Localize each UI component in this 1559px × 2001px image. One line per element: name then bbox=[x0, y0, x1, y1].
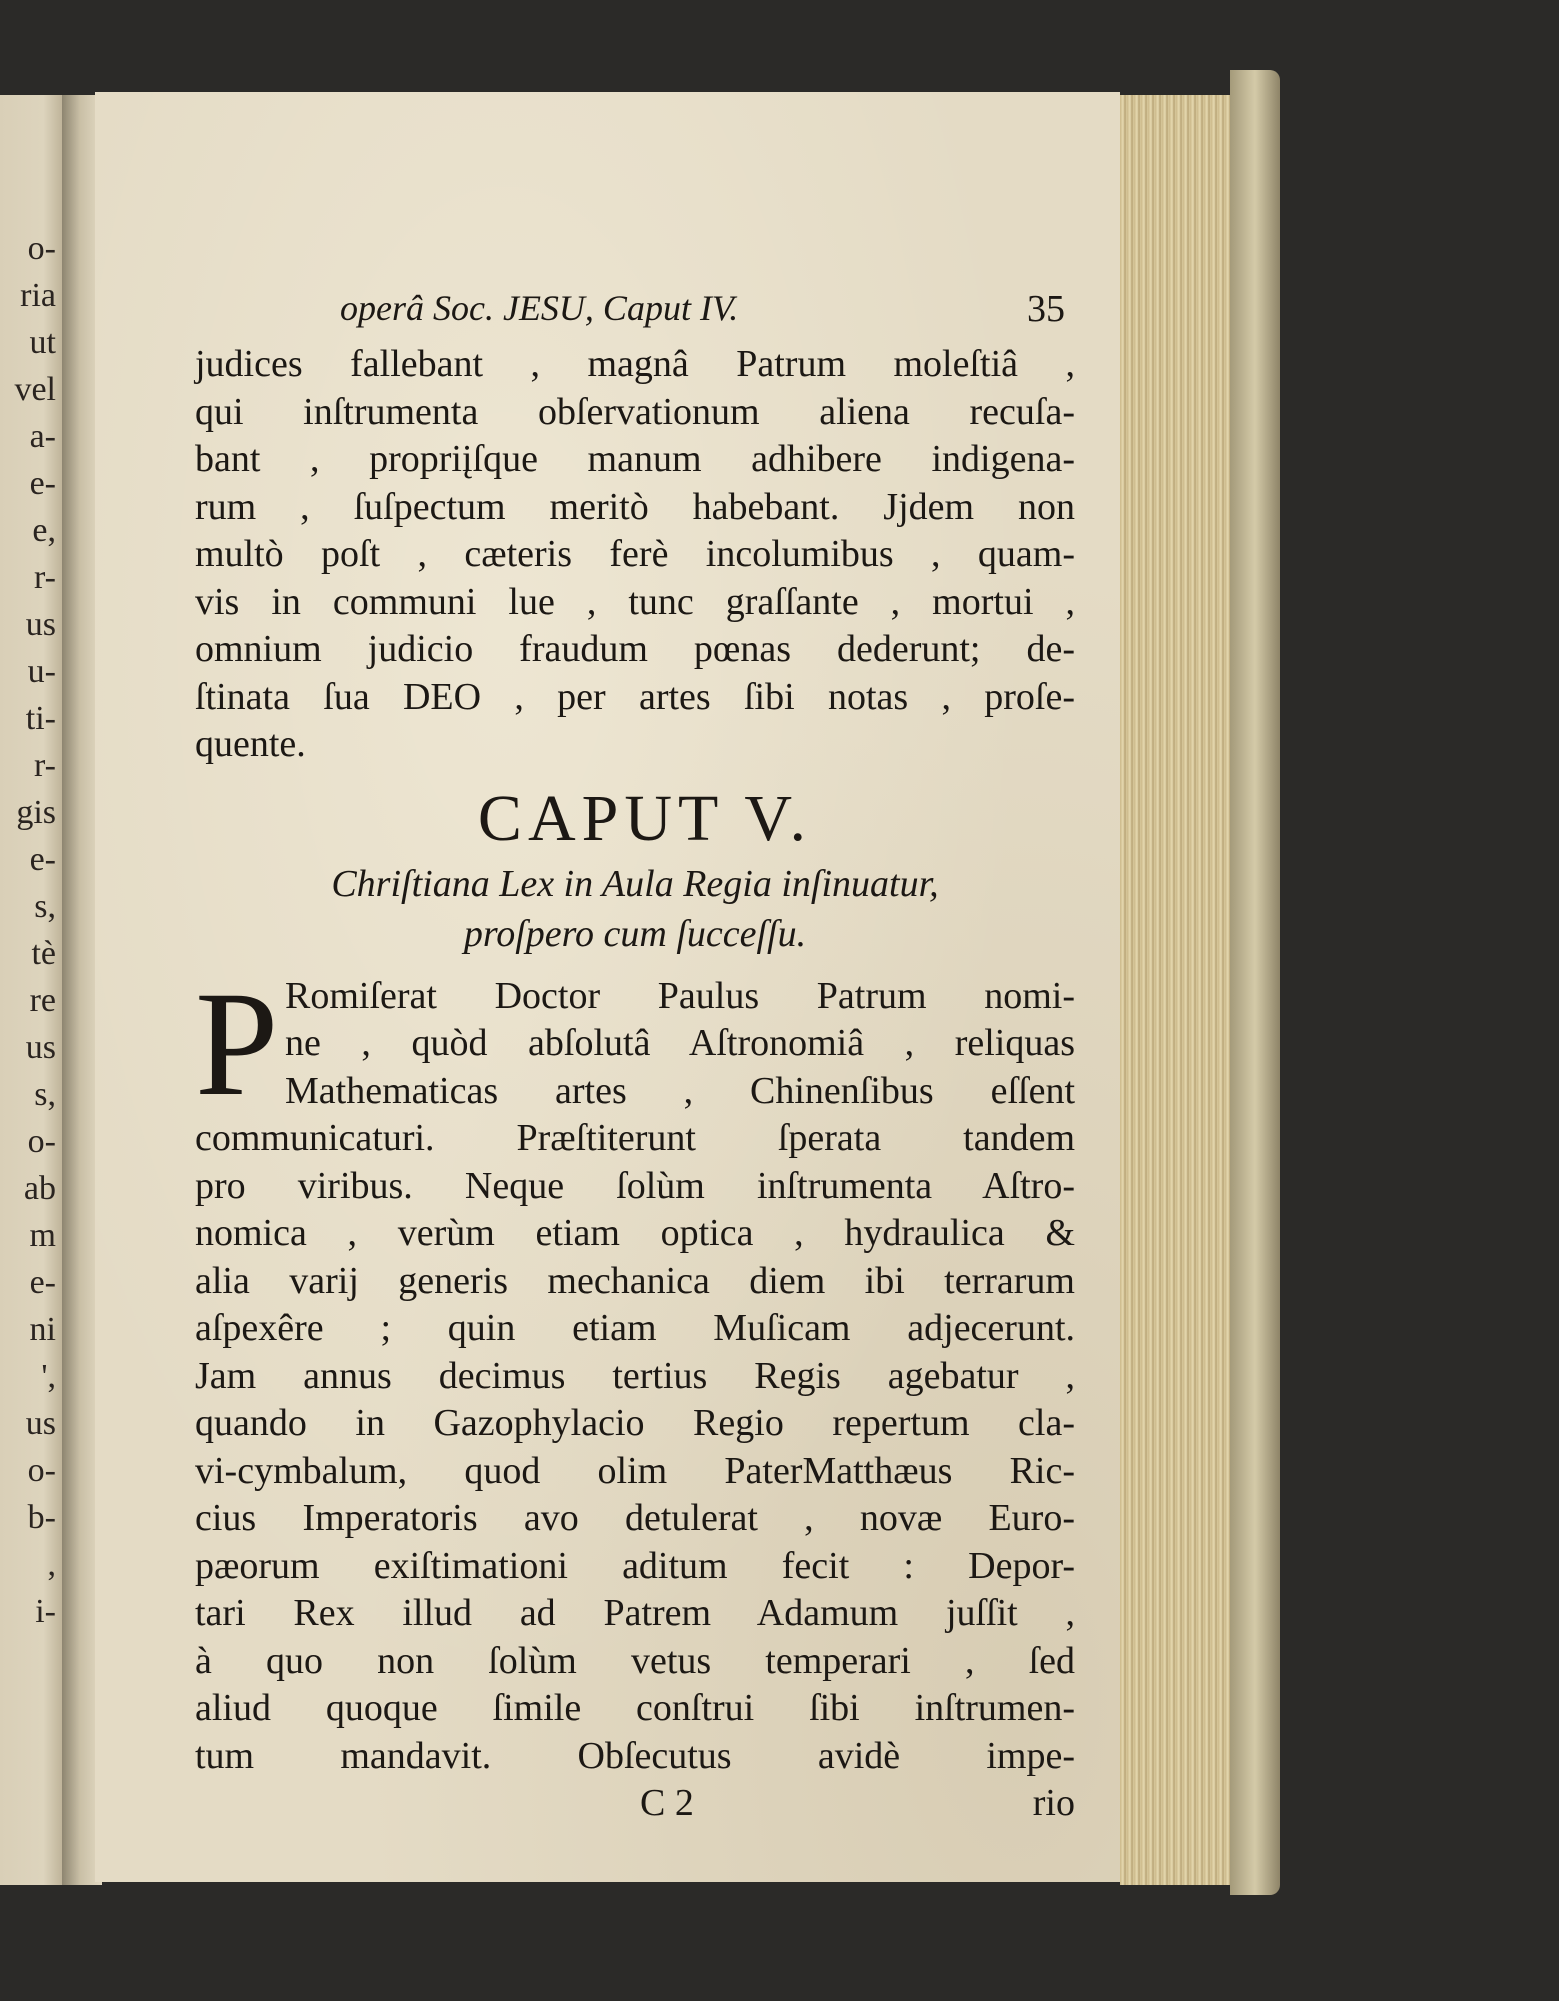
left-page-fragment: gis bbox=[16, 794, 56, 831]
left-page-fragment: e, bbox=[32, 512, 56, 549]
left-page-edge bbox=[0, 95, 62, 1885]
text-line: cius Imperatoris avo detulerat , novæ Euro- bbox=[195, 1497, 1075, 1539]
text-line: ne , quòd abſolutâ Aſtronomiâ , reliquas bbox=[285, 1022, 1075, 1064]
left-page-fragment: ria bbox=[20, 277, 56, 314]
page-edges bbox=[1120, 95, 1236, 1885]
text-line: multò poſt , cæteris ferè incolumibus , quam- bbox=[195, 533, 1075, 575]
text-line: qui inſtrumenta obſervationum aliena recuſa- bbox=[195, 390, 1075, 433]
indented-lines bbox=[195, 973, 1075, 1116]
catchword: rio bbox=[1032, 1782, 1075, 1824]
text-line: alia varij generis mechanica diem ibi terrarum bbox=[195, 1259, 1075, 1302]
drop-cap: P bbox=[195, 960, 279, 1127]
running-head-title: operâ Soc. JESU, Caput IV. bbox=[340, 288, 739, 328]
left-page-fragment: s, bbox=[34, 1076, 56, 1113]
left-page-fragment: u- bbox=[27, 653, 56, 690]
text-line: quente. bbox=[195, 723, 306, 765]
text-line: tum mandavit. Obſecutus avidè impe- bbox=[195, 1734, 1075, 1777]
text-line: Mathematicas artes , Chinenſibus eſſent bbox=[285, 1069, 1075, 1112]
text-line: à quo non ſolùm vetus temperari , ſed bbox=[195, 1639, 1075, 1682]
left-page-fragment: s, bbox=[34, 888, 56, 925]
text-line: Romiſerat Doctor Paulus Patrum nomi- bbox=[285, 974, 1075, 1017]
left-page-fragment: , bbox=[47, 1546, 56, 1583]
left-page-fragment: o- bbox=[27, 1452, 56, 1489]
chapter-subtitle-line: Chriſtiana Lex in Aula Regia inſinuatur, bbox=[331, 862, 939, 905]
text-line: Jam annus decimus tertius Regis agebatur , bbox=[195, 1354, 1075, 1397]
left-page-fragment: i- bbox=[35, 1593, 56, 1630]
left-page-fragment: re bbox=[29, 982, 56, 1019]
text-line: judices fallebant , magnâ Patrum moleſtiâ , bbox=[195, 343, 1075, 385]
left-page-fragment: ti- bbox=[25, 700, 56, 737]
text-line: aliud quoque ſimile conſtrui ſibi inſtrumen- bbox=[195, 1687, 1075, 1729]
left-page-fragment: e- bbox=[29, 1264, 56, 1301]
left-page-fragment: us bbox=[25, 606, 56, 643]
left-page-fragment: ni bbox=[29, 1311, 56, 1348]
left-page-fragment: ut bbox=[29, 324, 56, 361]
book-cover-edge bbox=[1230, 70, 1280, 1895]
text-line: rum , ſuſpectum meritò habebant. Jjdem non bbox=[195, 485, 1075, 528]
paragraph-lines bbox=[195, 1115, 1075, 1780]
left-page-fragment: e- bbox=[29, 465, 56, 502]
left-page-fragments bbox=[0, 225, 62, 1635]
left-page-fragment: tè bbox=[31, 935, 56, 972]
text-line: bant , propriįſque manum adhibere indigena- bbox=[195, 438, 1075, 480]
left-page-fragment: o- bbox=[27, 230, 56, 267]
signature-mark: C 2 bbox=[640, 1782, 694, 1824]
text-line: aſpexêre ; quin etiam Muſicam adjecerunt. bbox=[195, 1307, 1075, 1349]
text-line: vi-cymbalum, quod olim PaterMatthæus Ric- bbox=[195, 1449, 1075, 1492]
text-line: pro viribus. Neque ſolùm inſtrumenta Aſtro- bbox=[195, 1164, 1075, 1207]
left-page-fragment: r- bbox=[34, 747, 56, 784]
left-page-fragment: m bbox=[29, 1217, 56, 1254]
left-page-fragment: o- bbox=[27, 1123, 56, 1160]
left-page-fragment: ab bbox=[23, 1170, 56, 1207]
text-line: tari Rex illud ad Patrem Adamum juſſit , bbox=[195, 1592, 1075, 1634]
left-page-fragment: a- bbox=[29, 418, 56, 455]
opening-lines bbox=[195, 341, 1075, 769]
left-page-fragment: vel bbox=[14, 371, 56, 408]
left-page-fragment: us bbox=[25, 1029, 56, 1066]
text-line: pæorum exiſtimationi aditum fecit : Depor- bbox=[195, 1544, 1075, 1587]
left-page-fragment: b- bbox=[27, 1499, 56, 1536]
text-line: vis in communi lue , tunc graſſante , mortui , bbox=[195, 580, 1075, 623]
left-page-fragment: us bbox=[25, 1405, 56, 1442]
left-page-fragment: e- bbox=[29, 841, 56, 878]
page-footer bbox=[195, 1780, 1075, 1828]
left-page-fragment: ', bbox=[41, 1358, 56, 1395]
text-line: quando in Gazophylacio Regio repertum cla- bbox=[195, 1402, 1075, 1444]
text-line: omnium judicio fraudum pœnas dederunt; de- bbox=[195, 628, 1075, 670]
text-line: nomica , verùm etiam optica , hydraulica & bbox=[195, 1212, 1075, 1254]
running-head bbox=[195, 287, 1075, 341]
chapter-heading: CAPUT V. bbox=[477, 781, 813, 855]
right-page bbox=[95, 92, 1120, 1882]
chapter-paragraph bbox=[195, 960, 1075, 1781]
page-number: 35 bbox=[1027, 288, 1065, 330]
left-page-fragment: r- bbox=[34, 559, 56, 596]
chapter-subtitle-line: proſpero cum ſucceſſu. bbox=[463, 912, 807, 955]
text-line: communicaturi. Præſtiterunt ſperata tandem bbox=[195, 1117, 1075, 1159]
text-block bbox=[195, 287, 1075, 1828]
text-line: ſtinata ſua DEO , per artes ſibi notas , proſe- bbox=[195, 675, 1075, 718]
